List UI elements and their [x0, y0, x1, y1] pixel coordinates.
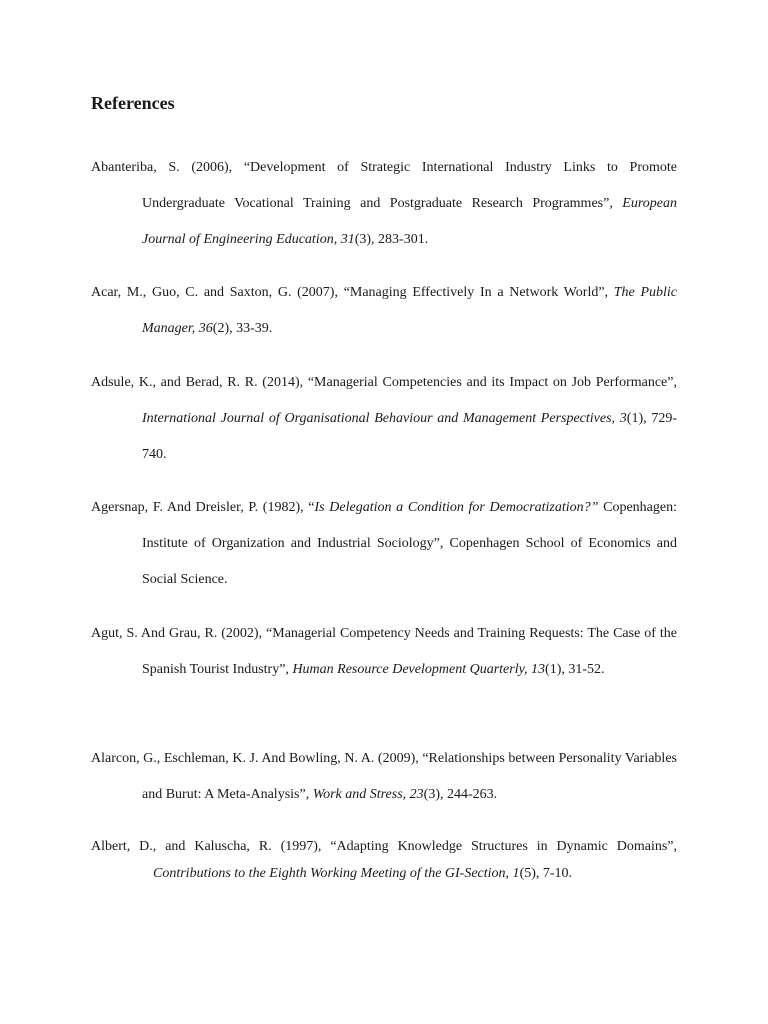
reference-text: Adsule, K., and Berad, R. R. (2014), “Managerial Competencies and its Impact on Job Performance”, — [91, 375, 677, 390]
reference-source-italic: Work and Stress, 23 — [312, 787, 424, 802]
reference-entry — [91, 741, 677, 813]
reference-source-italic: Is Delegation a Condition for Democratization?” — [314, 500, 599, 515]
reference-entry — [91, 616, 677, 688]
reference-text: Agersnap, F. And Dreisler, P. (1982), “ — [91, 500, 315, 515]
reference-text: (3), 283-301. — [354, 232, 429, 247]
reference-text: Abanteriba, S. (2006), “Development of Strategic International Industry Links to Promote Undergraduate Vocational Training and Postgraduate Research Programmes”, — [91, 160, 677, 211]
reference-text: (1), 729-740. — [142, 411, 677, 462]
reference-source-italic: Contributions to the Eighth Working Meeting of the GI-Section, 1 — [153, 866, 520, 881]
reference-entry — [91, 833, 677, 887]
reference-entry — [91, 490, 677, 598]
reference-text: (3), 244-263. — [423, 787, 498, 802]
reference-text: (1), 31-52. — [545, 662, 605, 677]
reference-text: Copenhagen: Institute of Organization and Industrial Sociology”, Copenhagen School of Economics and Social Science. — [142, 500, 677, 587]
reference-text: (5), 7-10. — [519, 866, 573, 881]
reference-text: Albert, D., and Kaluscha, R. (1997), “Adapting Knowledge Structures in Dynamic Domains”, — [91, 839, 677, 854]
reference-source-italic: International Journal of Organisational Behaviour and Management Perspectives, 3 — [142, 411, 627, 426]
reference-entry — [91, 365, 677, 473]
reference-text: Agut, S. And Grau, R. (2002), “Managerial Competency Needs and Training Requests: The Case of the Spanish Tourist Industry”, — [91, 626, 677, 677]
reference-source-italic: Human Resource Development Quarterly, 13 — [292, 662, 546, 677]
reference-entry — [91, 275, 677, 347]
reference-source-italic: The Public Manager, 36 — [142, 285, 677, 336]
reference-entry — [91, 150, 677, 258]
references-heading: References — [91, 93, 175, 113]
reference-text: (2), 33-39. — [212, 321, 273, 336]
reference-text: Acar, M., Guo, C. and Saxton, G. (2007), “Managing Effectively In a Network World”, — [91, 285, 614, 300]
reference-text: Alarcon, G., Eschleman, K. J. And Bowling, N. A. (2009), “Relationships between Personality Variables and Burut: A Meta-Analysis”, — [91, 751, 677, 802]
reference-source-italic: European Journal of Engineering Education, 31 — [142, 196, 677, 247]
